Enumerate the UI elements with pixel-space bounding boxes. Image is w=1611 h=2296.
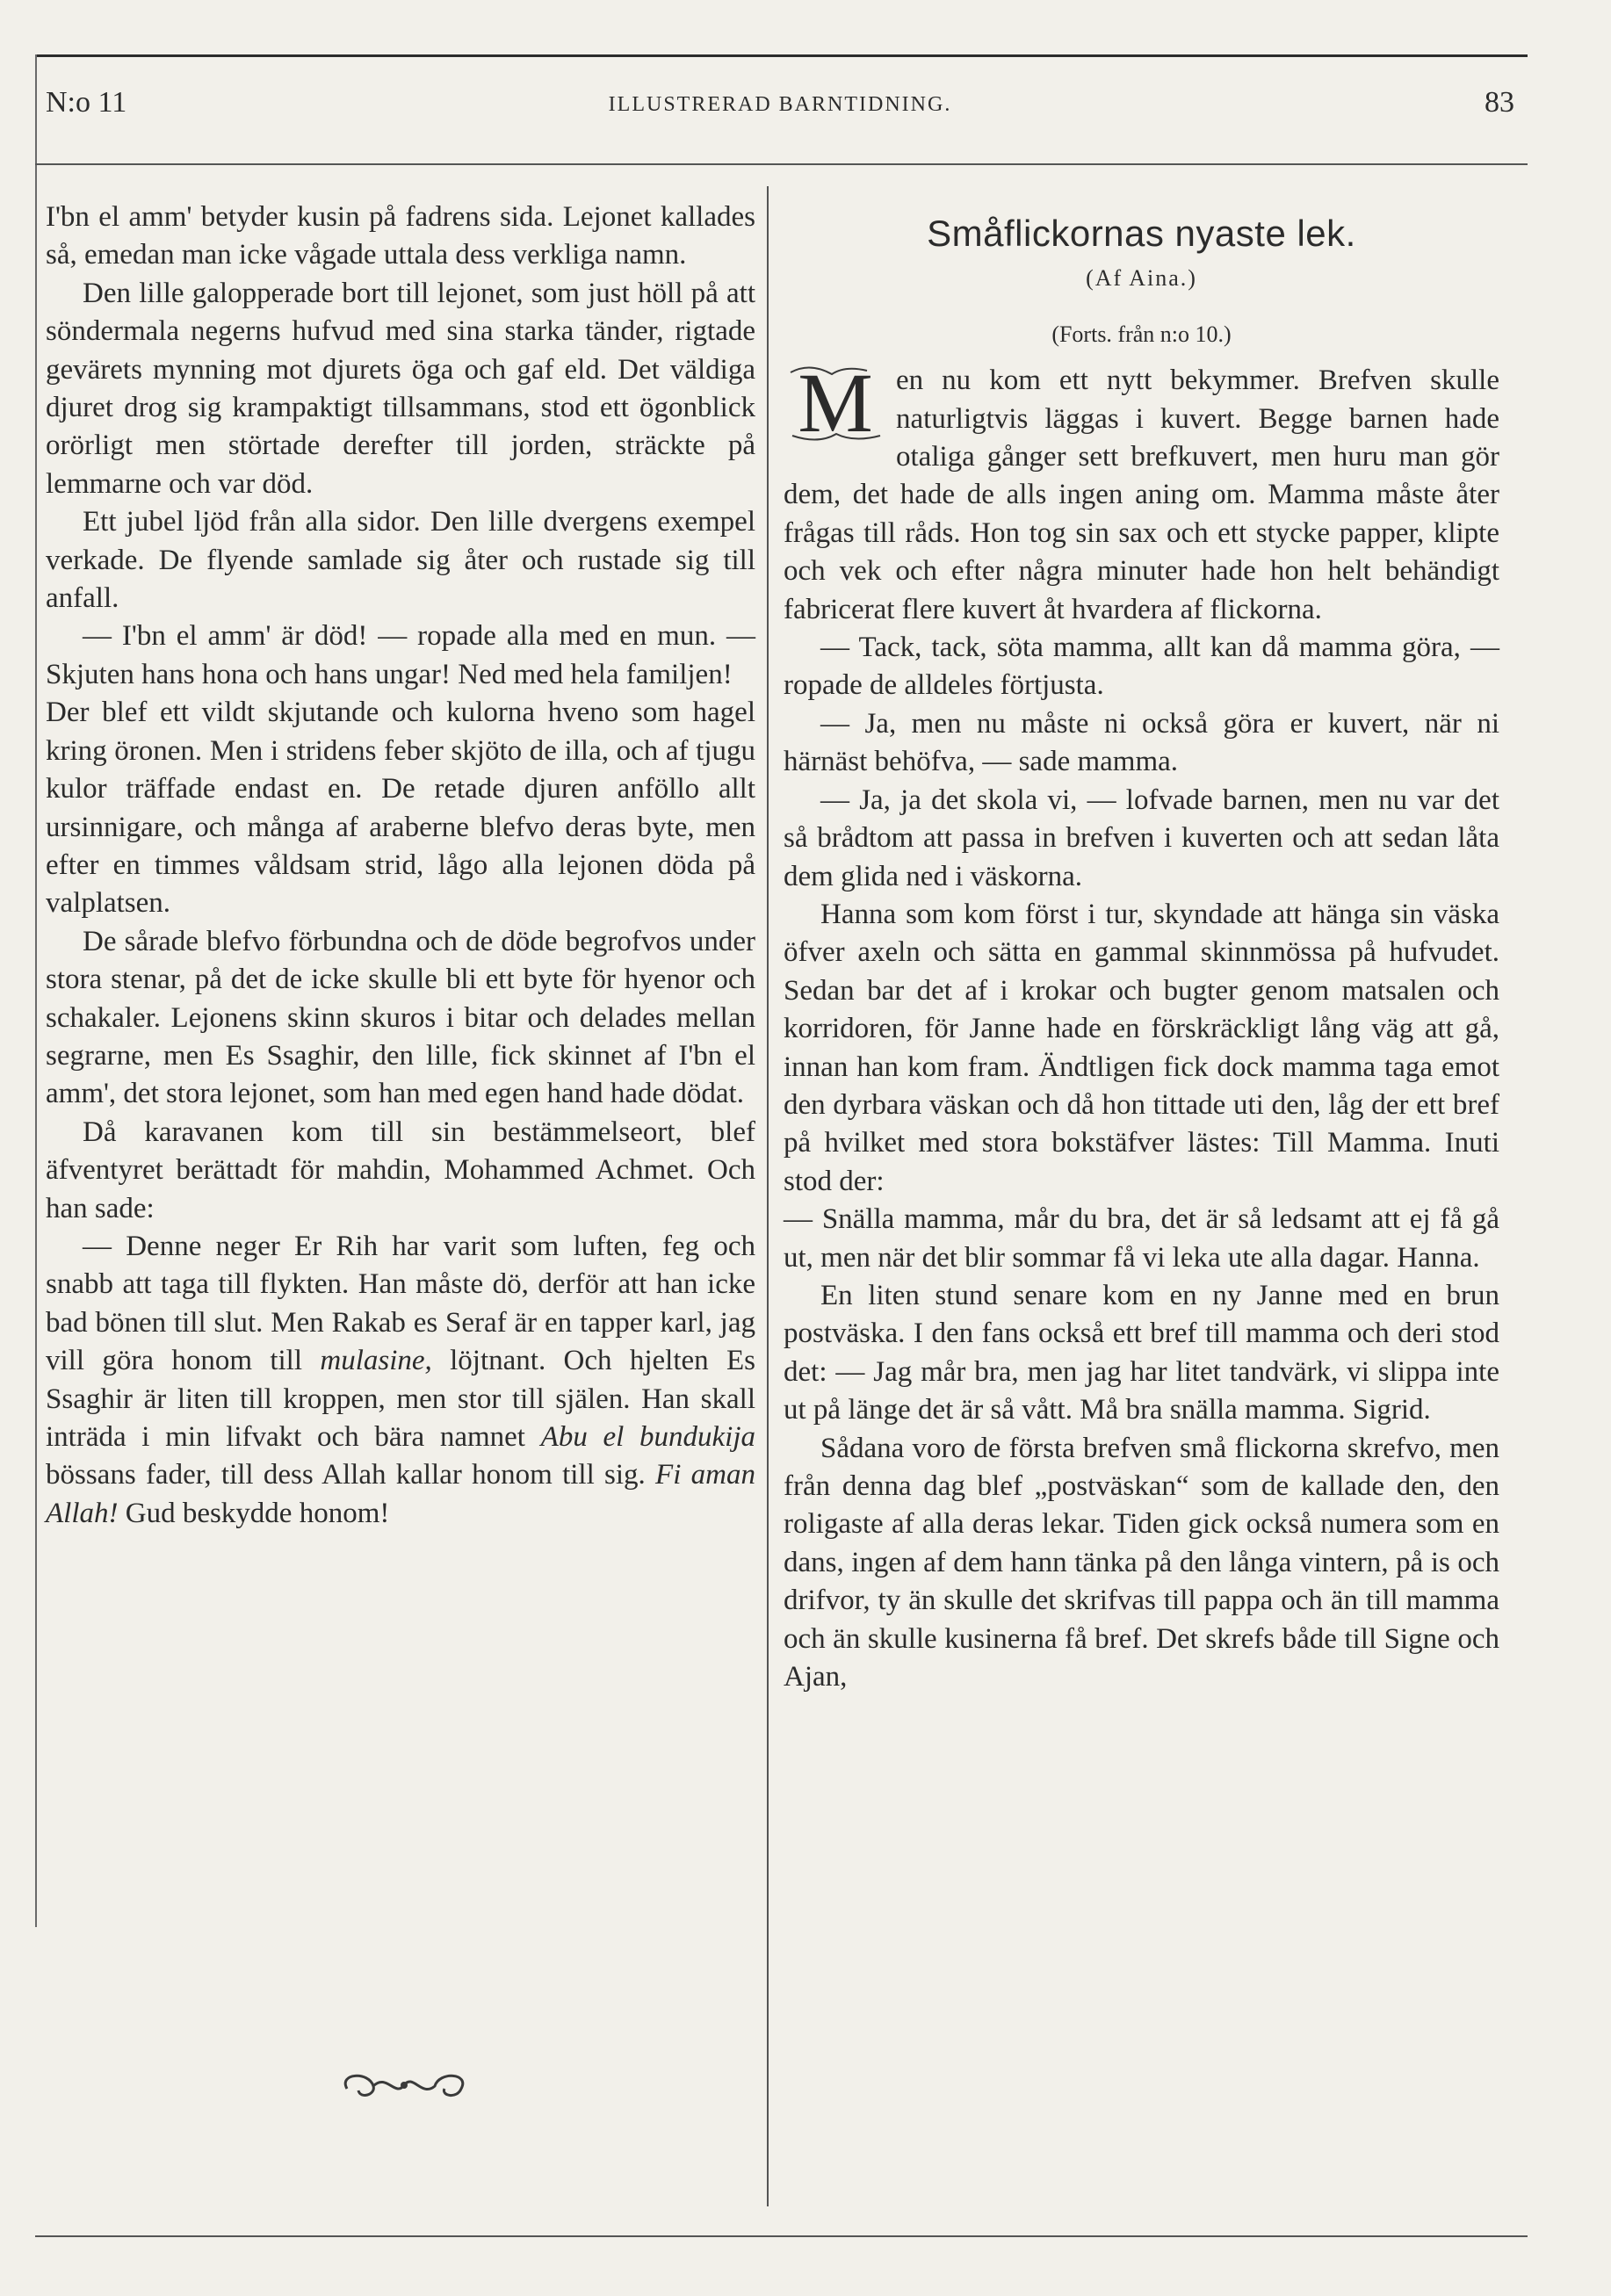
italic-term: Fi aman Allah! <box>46 1459 755 1529</box>
dropcap-letter: M <box>798 356 873 451</box>
text-run: — Denne neger Er Rih har varit som luften, feg och snabb att taga till flykten. Han måste dö, derför att han icke bad bönen till slut. Men Rakab es Seraf är en tapper karl, jag vill göra honom till <box>46 1230 755 1377</box>
paragraph: Hanna som kom först i tur, skyndade att hänga sin väska öfver axeln och sätta en gammal skinnmössa på hufvudet. Sedan bar det af i krokar och bugter genom matsalen och korridoren, för Janne hade en förskräckligt lång väg att gå, innan han kom fram. Ändtligen fick dock mamma taga emot den dyrbara väskan och då hon tittade uti den, låg der ett bref på hvilket med stora bokstäfver lästes: Till Mamma. Inuti stod der: <box>784 898 1499 1197</box>
column-divider <box>767 186 769 2206</box>
issue-number: N:o 11 <box>46 86 127 119</box>
top-rule <box>35 54 1528 57</box>
right-column <box>784 199 1499 1696</box>
paragraph: — Ja, men nu måste ni också göra er kuvert, när ni härnäst behöfva, — sade mamma. <box>784 707 1499 778</box>
paragraph: I'bn el amm' betyder kusin på fadrens sida. Lejonet kallades så, emedan man icke vågade uttala dess verkliga namn. <box>46 201 755 271</box>
paragraph: De sårade blefvo förbundna och de döde begrofvos under stora stenar, på det de icke skulle bli ett byte för hyenor och schakaler. Lejonens skinn skuros i bitar och delades mellan segrarne, men Es Ssaghir, den lille, fick skinnet af I'bn el amm', det stora lejonet, som han med egen hand hade dödat. <box>46 925 755 1110</box>
paragraph: Ett jubel ljöd från alla sidor. Den lille dvergens exempel verkade. De flyende samlade sig åter och rustade sig till anfall. <box>46 506 755 615</box>
publication-name: ILLUSTRERAD BARNTIDNING. <box>608 93 952 116</box>
paragraph: — Snälla mamma, mår du bra, det är så ledsamt att ej få gå ut, men när det blir sommar få vi leka ute alla dagar. Hanna. <box>784 1203 1499 1274</box>
paragraph: Då karavanen kom till sin bestämmelseort, blef äfventyret berättadt för mahdin, Mohammed Achmet. Och han sade: <box>46 1116 755 1224</box>
italic-term: Abu el bundukija <box>540 1421 755 1453</box>
text-run: Gud beskydde honom! <box>118 1497 390 1529</box>
paragraph: Den lille galopperade bort till lejonet, som just höll på att söndermala negerns hufvud med sina starka tänder, rigtade gevärets mynning mot djurets öga och gaf eld. Det väldiga djuret drog sig krampaktigt tillsammans, stod ett ögonblick orörligt men störtade derefter till jorden, sträckte på lemmarne och var död. <box>46 277 755 500</box>
text-run: bössans fader, till dess Allah kallar honom till sig. <box>46 1459 656 1491</box>
left-column <box>46 199 755 1533</box>
continued-note: (Forts. från n:o 10.) <box>1051 321 1232 347</box>
initial-flourish-icon <box>784 364 887 443</box>
page-number: 83 <box>1485 86 1514 119</box>
italic-term: mulasine, <box>320 1345 432 1377</box>
paragraph: Sådana voro de första brefven små flickorna skrefvo, men från denna dag blef „postväskan“ som de kallade den, den roligaste af alla deras lekar. Tiden gick också numera som en dans, ingen af dem hann tänka på den långa vintern, på is och drifvor, ty än skulle det skrifvas till pappa och än till mamma och än skulle kusinerna få bref. Det skrefs både till Signe och Ajan, <box>784 1432 1499 1693</box>
article-byline: (Af Aina.) <box>1086 265 1197 292</box>
header-rule <box>35 163 1528 165</box>
paragraph: — Tack, tack, söta mamma, allt kan då mamma göra, — ropade de alldeles förtjusta. <box>784 632 1499 702</box>
scroll-ornament-icon <box>334 2064 474 2108</box>
decorated-initial <box>784 356 887 451</box>
paragraph: En liten stund senare kom en ny Janne med en brun postväska. I den fans också ett bref till mamma och deri stod det: — Jag mår bra, men jag har litet tandvärk, vi slippa inte ut på länge det är så vått. Må bra snälla mamma. Sigrid. <box>784 1279 1499 1426</box>
running-head <box>46 86 1514 130</box>
paragraph-mahdi-speech <box>46 1228 755 1533</box>
article-title: Småflickornas nyaste lek. <box>927 213 1356 254</box>
paragraph: — I'bn el amm' är död! — ropade alla med en mun. — Skjuten hans hona och hans ungar! Ned med hela familjen! <box>46 620 755 690</box>
opening-paragraph <box>784 356 1499 629</box>
paragraph: — Ja, ja det skola vi, — lofvade barnen, men nu var det så brådtom att passa in brefven i kuverten och att sedan låta dem glida ned i väskorna. <box>784 783 1499 892</box>
text-run: löjtnant. Och hjelten Es Ssaghir är liten till kroppen, men stor till själen. Han skall inträda i min lifvakt och bära namnet <box>46 1345 755 1453</box>
paragraph: Der blef ett vildt skjutande och kulorna hveno som hagel kring öronen. Men i stridens feber skjöto de illa, och af tjugu kulor träffade endast en. De retade djuren anföllo allt ursinnigare, och många af araberne blefvo deras byte, men efter en timmes våldsam strid, lågo alla lejonen döda på valplatsen. <box>46 697 755 920</box>
bottom-rule <box>35 2235 1528 2237</box>
left-border-rule <box>35 54 37 1927</box>
paragraph: en nu kom ett nytt bekymmer. Brefven skulle naturligtvis läggas i kuvert. Begge barnen hade otaliga gånger sett brefkuvert, men huru man gör dem, det hade de alls ingen aning om. Mamma måste åter frågas till råds. Hon tog sin sax och ett stycke papper, klipte och vek och efter några minuter hade hon helt behändigt fabricerat flere kuvert åt hvardera af flickorna. <box>784 365 1499 625</box>
